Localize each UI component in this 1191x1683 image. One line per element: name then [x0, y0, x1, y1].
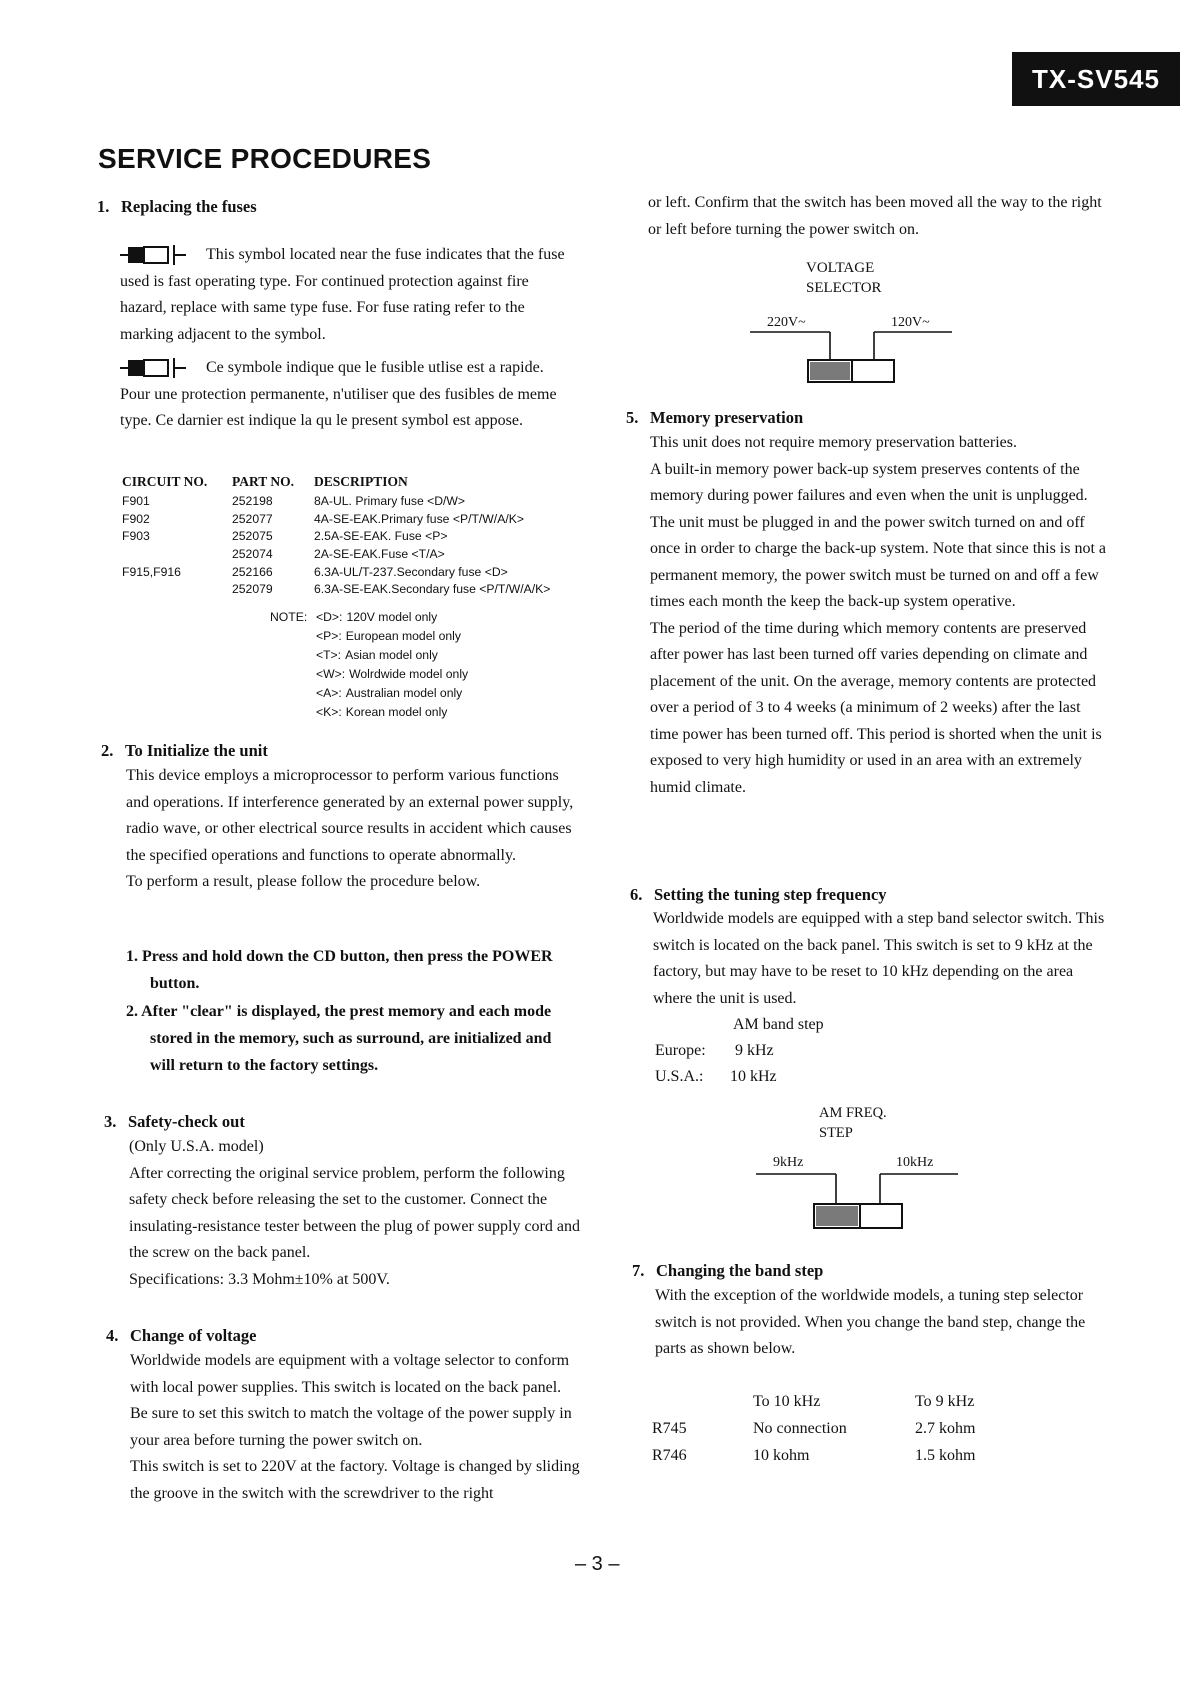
section-6-body: Worldwide models are equipped with a step band selector switch. This switch is located on the back panel. This switch is set to 9 kHz at the factory, but may have to be reset to 10 kHz depending on the area where the unit is used. — [653, 910, 1105, 1007]
table-header-row — [122, 474, 566, 493]
list-item: 2. After "clear" is displayed, the prest memory and each mode stored in the memory, such as surround, are initialized and will return to the factory settings. — [126, 1003, 552, 1074]
note-row: <T>: Asian model only — [316, 648, 438, 662]
section-3-body: (Only U.S.A. model) After correcting the original service problem, perform the following safety check before releasing the set to the customer. Connect the insulating-resistance tester between the plug of power supply cord and the screw on the back panel. Specifications: 3.3 Mohm±10% at 500V. — [129, 1138, 580, 1288]
europe-label: Europe: — [655, 1042, 706, 1059]
fuse-warning-fr: Ce symbole indique que le fusible utlise est a rapide. Pour une protection permanente, n'utiliser que des fusibles de meme type. Ce darnier est indique la qu le present symbol est appose. — [120, 359, 557, 429]
table-row: F915,F916 252166 6.3A-UL/T-237.Secondary fuse <D> — [122, 564, 508, 579]
note-row: <W>: Wolrdwide model only — [316, 667, 469, 681]
section-4-continued: or left. Confirm that the switch has been moved all the way to the right or left before turning the power switch on. — [648, 194, 1102, 238]
list-item: 1. Press and hold down the CD button, then press the POWER button. — [126, 948, 553, 992]
fuse-parts-table — [122, 474, 566, 599]
note-row: <P>: European model only — [316, 629, 461, 643]
voltage-label-220: 220V~ — [767, 315, 806, 330]
table-row: 252074 2A-SE-EAK.Fuse <T/A> — [232, 547, 445, 562]
europe-value: 9 kHz — [735, 1042, 774, 1059]
model-notes — [270, 608, 468, 722]
note-row: <A>: Australian model only — [316, 686, 463, 700]
fast-fuse-icon — [120, 244, 200, 266]
fast-fuse-icon — [120, 357, 200, 379]
band-step-table — [652, 1393, 975, 1474]
step-label-10khz: 10kHz — [896, 1155, 934, 1170]
voltage-label-120: 120V~ — [891, 315, 930, 330]
note-row: <K>: Korean model only — [316, 705, 448, 719]
init-steps — [126, 943, 578, 1079]
am-freq-step-title: AM FREQ. STEP — [819, 1105, 887, 1141]
step-label-9khz: 9kHz — [773, 1155, 804, 1170]
section-3-heading: 3. Safety-check out — [104, 1112, 245, 1131]
voltage-selector-title: VOLTAGE SELECTOR — [806, 260, 882, 296]
table-row: R746 10 kohm 1.5 kohm — [652, 1447, 976, 1464]
section-2-heading: 2. To Initialize the unit — [101, 741, 268, 760]
fuse-warning-en: This symbol located near the fuse indicates that the fuse used is fast operating type. For continued protection against fire hazard, replace with same type fuse. For fuse rating refer to the marking adjacent to the symbol. — [120, 246, 565, 343]
table-row: 252079 6.3A-SE-EAK.Secondary fuse <P/T/W/A/K> — [232, 582, 551, 597]
table-row: F903 252075 2.5A-SE-EAK. Fuse <P> — [122, 529, 448, 544]
model-tag: TX-SV545 — [1012, 52, 1180, 106]
table-row: R745 No connection 2.7 kohm — [652, 1420, 976, 1437]
am-band-step-header: AM band step — [733, 1016, 824, 1033]
usa-label: U.S.A.: — [655, 1068, 704, 1085]
section-6-heading: 6. Setting the tuning step frequency — [630, 885, 887, 904]
table-row: F901 252198 8A-UL. Primary fuse <D/W> — [122, 494, 466, 508]
usa-value: 10 kHz — [730, 1068, 777, 1085]
col-header: To 9 kHz — [915, 1393, 975, 1410]
section-5-heading: 5. Memory preservation — [626, 408, 804, 427]
page-number: – 3 – — [575, 1553, 620, 1575]
voltage-selector-switch-icon — [750, 330, 960, 384]
table-row: F902 252077 4A-SE-EAK.Primary fuse <P/T/W/A/K> — [122, 511, 524, 526]
page-title: SERVICE PROCEDURES — [98, 143, 432, 174]
section-1-heading: 1. Replacing the fuses — [97, 197, 257, 216]
note-row: NOTE: <D>: 120V model only — [270, 610, 438, 624]
section-5-body: This unit does not require memory preservation batteries. A built-in memory power back-up system preserves contents of the memory during power failures and even when the unit is unplugged. The unit must be plugged in and the power switch turned on and off once in order to charge the back-up system. Note that since this is not a permanent memory, the power switch must be turned on and off a few times each month the keep the back-up system operative. The period of the time during which memory contents are preserved after power has last been turned off varies depending on climate and placement of the unit. On the average, memory contents are protected over a period of 3 to 4 weeks (a minimum of 2 weeks) after the last time power has been turned off. This period is shorted when the unit is exposed to very high humidity or used in an area with an extremely humid climate. — [650, 434, 1107, 796]
col-header: DESCRIPTION — [314, 474, 408, 489]
section-2-body: This device employs a microprocessor to perform various functions and operations. If interference generated by an external power supply, radio wave, or other electrical source results in accident which causes the specified operations and functions to operate abnormally. To perform a result, please follow the procedure below. — [126, 767, 574, 890]
col-header: PART NO. — [232, 474, 295, 489]
section-7-heading: 7. Changing the band step — [632, 1261, 824, 1280]
col-header: To 10 kHz — [753, 1393, 821, 1410]
section-4-body: Worldwide models are equipment with a voltage selector to conform with local power supplies. This switch is located on the back panel. Be sure to set this switch to match the voltage of the power supply in your area before turning the power switch on. This switch is set to 220V at the factory. Voltage is changed by sliding the groove in the switch with the screwdriver to the right — [130, 1352, 580, 1502]
col-header: CIRCUIT NO. — [122, 474, 208, 489]
section-4-heading: 4. Change of voltage — [106, 1326, 257, 1345]
am-step-switch-icon — [756, 1172, 966, 1230]
table-header-row — [652, 1393, 975, 1420]
section-7-body: With the exception of the worldwide models, a tuning step selector switch is not provided. When you change the band step, change the parts as shown below. — [655, 1287, 1086, 1357]
